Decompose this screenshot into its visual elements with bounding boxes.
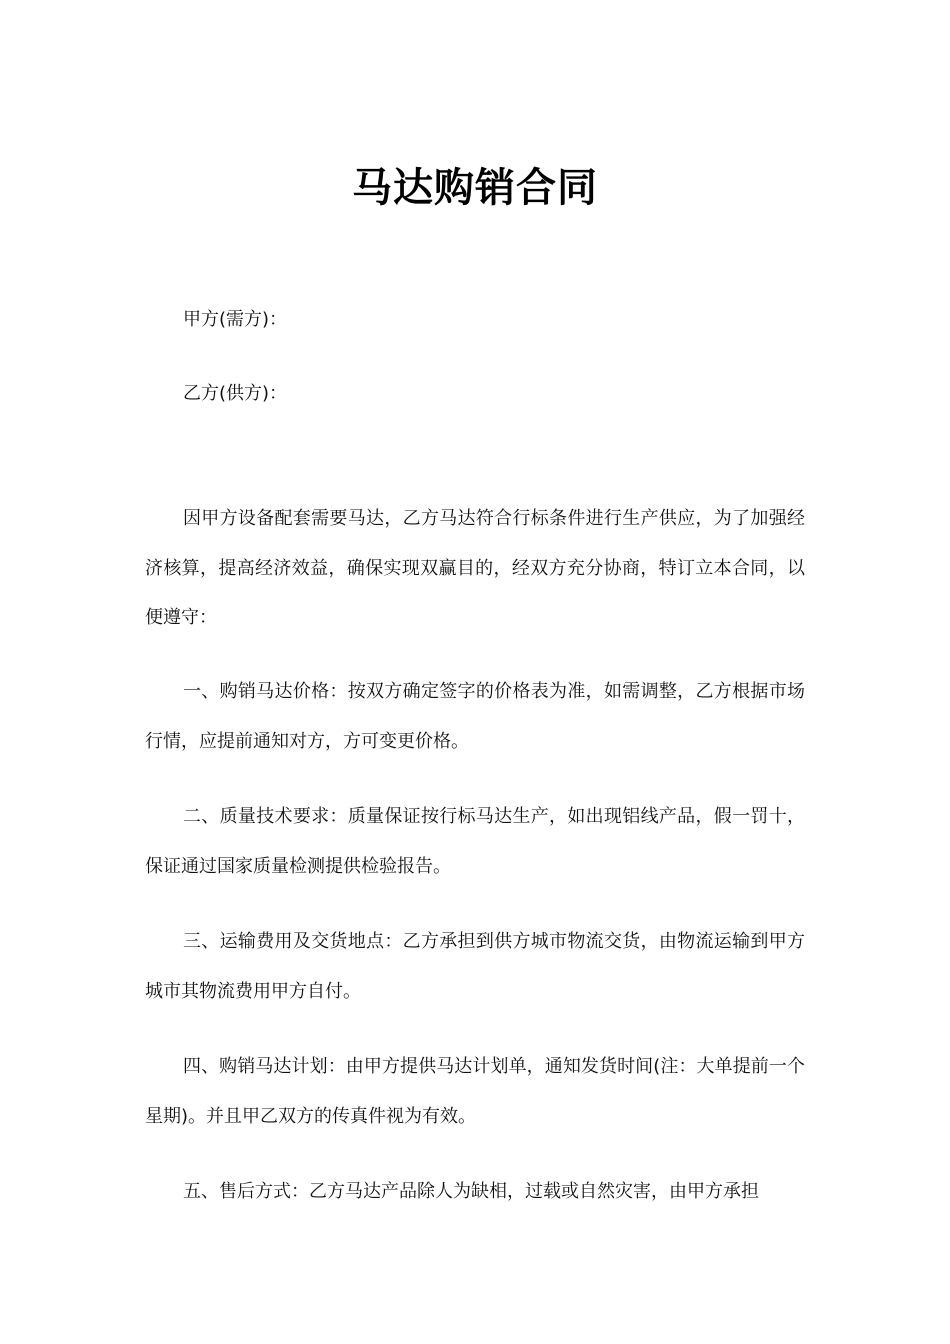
clause-5-paragraph: 五、售后方式：乙方马达产品除人为缺相，过载或自然灾害，由甲方承担 xyxy=(183,1181,759,1202)
clause-3-paragraph: 三、运输费用及交货地点：乙方承担到供方城市物流交货，由物流运输到甲方城市其物流费用甲方自付。 xyxy=(145,931,805,1002)
document-title: 马达购销合同 xyxy=(352,165,598,211)
clause-4-paragraph: 四、购销马达计划：由甲方提供马达计划单，通知发货时间(注：大单提前一个星期)。并且甲乙双方的传真件视为有效。 xyxy=(145,1056,805,1127)
clause-2-paragraph: 二、质量技术要求：质量保证按行标马达生产，如出现铝线产品，假一罚十，保证通过国家质量检测提供检验报告。 xyxy=(145,806,805,877)
party-b-label: 乙方(供方)： xyxy=(183,383,288,404)
intro-paragraph: 因甲方设备配套需要马达，乙方马达符合行标条件进行生产供应，为了加强经济核算，提高经济效益，确保实现双赢目的，经双方充分协商，特订立本合同，以便遵守： xyxy=(145,508,805,628)
party-a-label: 甲方(需方)： xyxy=(183,309,288,330)
clause-1-paragraph: 一、购销马达价格：按双方确定签字的价格表为准，如需调整，乙方根据市场行情，应提前通知对方，方可变更价格。 xyxy=(145,681,805,752)
